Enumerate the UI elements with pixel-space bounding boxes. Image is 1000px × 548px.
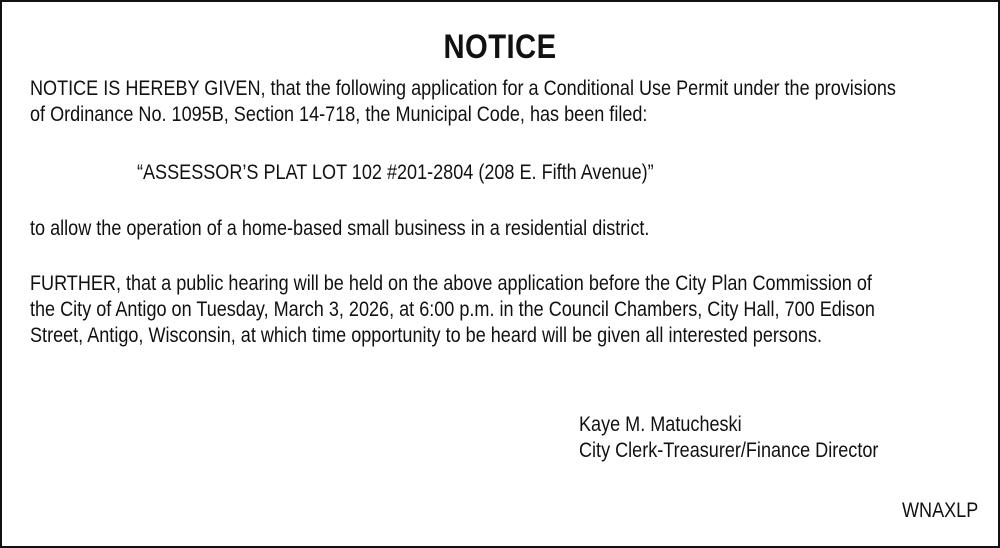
hearing-line: FURTHER, that a public hearing will be held on the above application before the City Plan Commission of (30, 272, 872, 295)
hearing-line: Street, Antigo, Wisconsin, at which time opportunity to be heard will be given all interested persons. (30, 324, 823, 347)
signatory-title: City Clerk-Treasurer/Finance Director (579, 439, 879, 462)
publication-code: WNAXLP (902, 499, 979, 522)
intro-line: of Ordinance No. 1095B, Section 14-718, the Municipal Code, has been filed: (30, 103, 648, 126)
property-description: “ASSESSOR’S PLAT LOT 102 #201-2804 (208 E. Fifth Avenue)” (137, 161, 654, 184)
hearing-line: the City of Antigo on Tuesday, March 3, 2026, at 6:00 p.m. in the Council Chambers, City Hall, 700 Edison (30, 298, 875, 321)
purpose-statement: to allow the operation of a home-based small business in a residential district. (30, 217, 650, 240)
notice-title: NOTICE (443, 28, 557, 66)
intro-line: NOTICE IS HEREBY GIVEN, that the following application for a Conditional Use Permit under the provisions (30, 77, 896, 100)
signatory-name: Kaye M. Matucheski (579, 413, 742, 436)
